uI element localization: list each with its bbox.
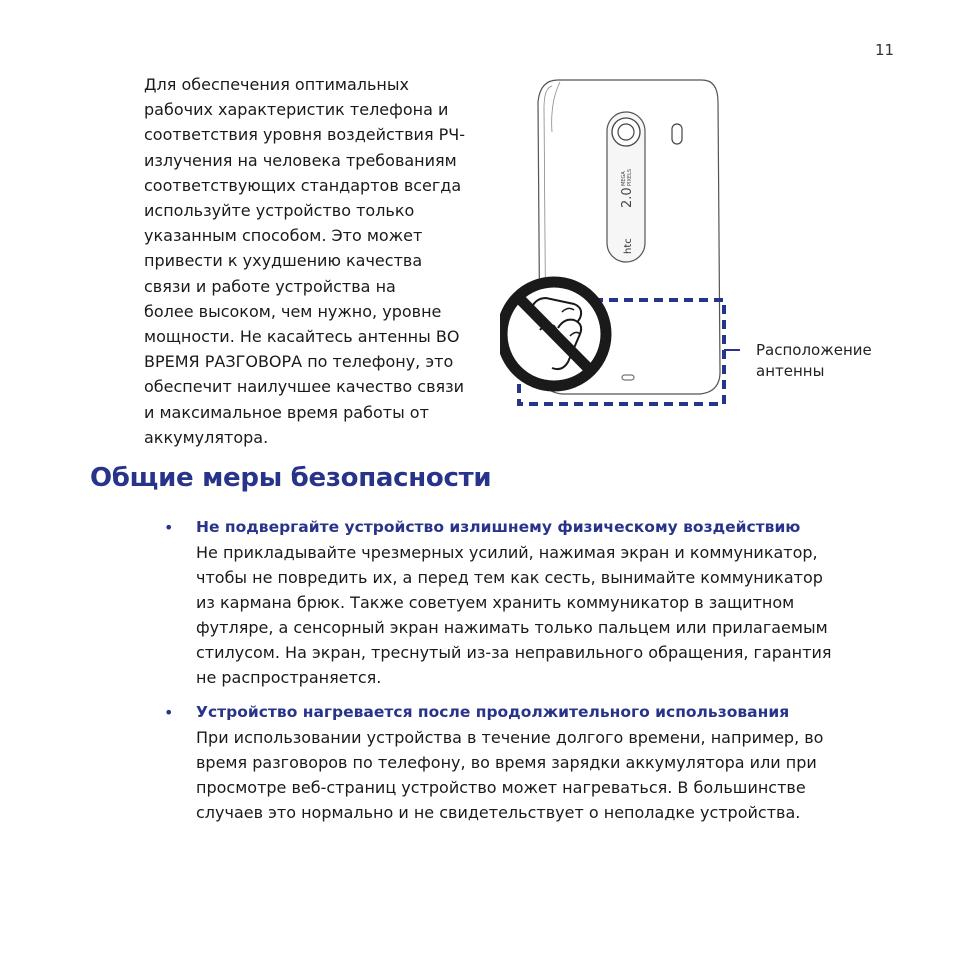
brand-logo: [623, 238, 634, 254]
antenna-label-line: антенны: [756, 362, 825, 380]
no-touch-icon: [502, 282, 606, 386]
intro-line: и максимальное время работы от: [144, 402, 429, 422]
body-line: При использовании устройства в течение долгого времени, например, во: [196, 728, 824, 747]
section-title: Общие меры безопасности: [90, 463, 492, 493]
body-line: просмотре веб-страниц устройство может нагреваться. В большинстве: [196, 778, 806, 797]
bullet-icon: •: [164, 518, 174, 537]
intro-paragraph: [144, 72, 504, 450]
intro-line: мощности. Не касайтесь антенны ВО: [144, 327, 460, 347]
intro-line: аккумулятора.: [144, 427, 269, 447]
camera-lens-inner-icon: [618, 124, 634, 140]
intro-line: более высоком, чем нужно, уровне: [144, 301, 442, 321]
body-line: случаев это нормально и не свидетельствует о неполадке устройства.: [196, 803, 801, 822]
intro-line: Для обеспечения оптимальных: [144, 75, 409, 94]
intro-line: указанным способом. Это может: [144, 226, 423, 246]
list-item: [164, 515, 884, 690]
intro-line: используйте устройство только: [144, 201, 415, 221]
intro-line: соответствия уровня воздействия РЧ-: [144, 125, 466, 145]
camera-pixels-text: PIXELS: [627, 168, 633, 186]
list-item-body: [196, 540, 884, 690]
intro-line: обеспечит наилучшее качество связи: [144, 377, 465, 397]
antenna-location-label: [756, 340, 872, 382]
intro-line: соответствующих стандартов всегда: [144, 175, 462, 195]
list-item-heading: Не подвергайте устройство излишнему физическому воздействию: [196, 518, 801, 536]
list-item-body: [196, 725, 884, 825]
intro-line: связи и работе устройства на: [144, 276, 396, 296]
body-line: Не прикладывайте чрезмерных усилий, нажимая экран и коммуникатор,: [196, 543, 818, 562]
list-item: [164, 700, 884, 825]
antenna-label-line: Расположение: [756, 341, 872, 359]
body-line: стилусом. На экран, треснутый из-за неправильного обращения, гарантия: [196, 643, 832, 662]
brand-logo-text: htc: [623, 238, 634, 254]
camera-mega-text: MEGA: [621, 171, 627, 186]
bullet-icon: •: [164, 703, 174, 722]
body-line: время разговоров по телефону, во время зарядки аккумулятора или при: [196, 753, 817, 772]
body-line: не распространяется.: [196, 668, 382, 687]
body-line: из кармана брюк. Также советуем хранить коммуникатор в защитном: [196, 593, 795, 612]
intro-line: ВРЕМЯ РАЗГОВОРА по телефону, это: [144, 352, 454, 372]
intro-line: излучения на человека требованиям: [144, 150, 457, 170]
camera-megapixel-text: 2.0: [620, 187, 635, 208]
intro-line: рабочих характеристик телефона и: [144, 100, 449, 120]
intro-line: привести к ухудшению качества: [144, 251, 423, 271]
camera-label: [620, 169, 635, 208]
list-item-heading: Устройство нагревается после продолжительного использования: [196, 703, 790, 721]
flash-icon: [672, 124, 682, 144]
speaker-slot: [622, 375, 634, 380]
body-line: чтобы не повредить их, а перед тем как сесть, вынимайте коммуникатор: [196, 568, 823, 587]
phone-back-illustration: [500, 72, 740, 412]
page-number: 11: [875, 41, 895, 59]
body-line: футляре, а сенсорный экран нажимать только пальцем или прилагаемым: [196, 618, 828, 637]
safety-list: [164, 515, 884, 835]
